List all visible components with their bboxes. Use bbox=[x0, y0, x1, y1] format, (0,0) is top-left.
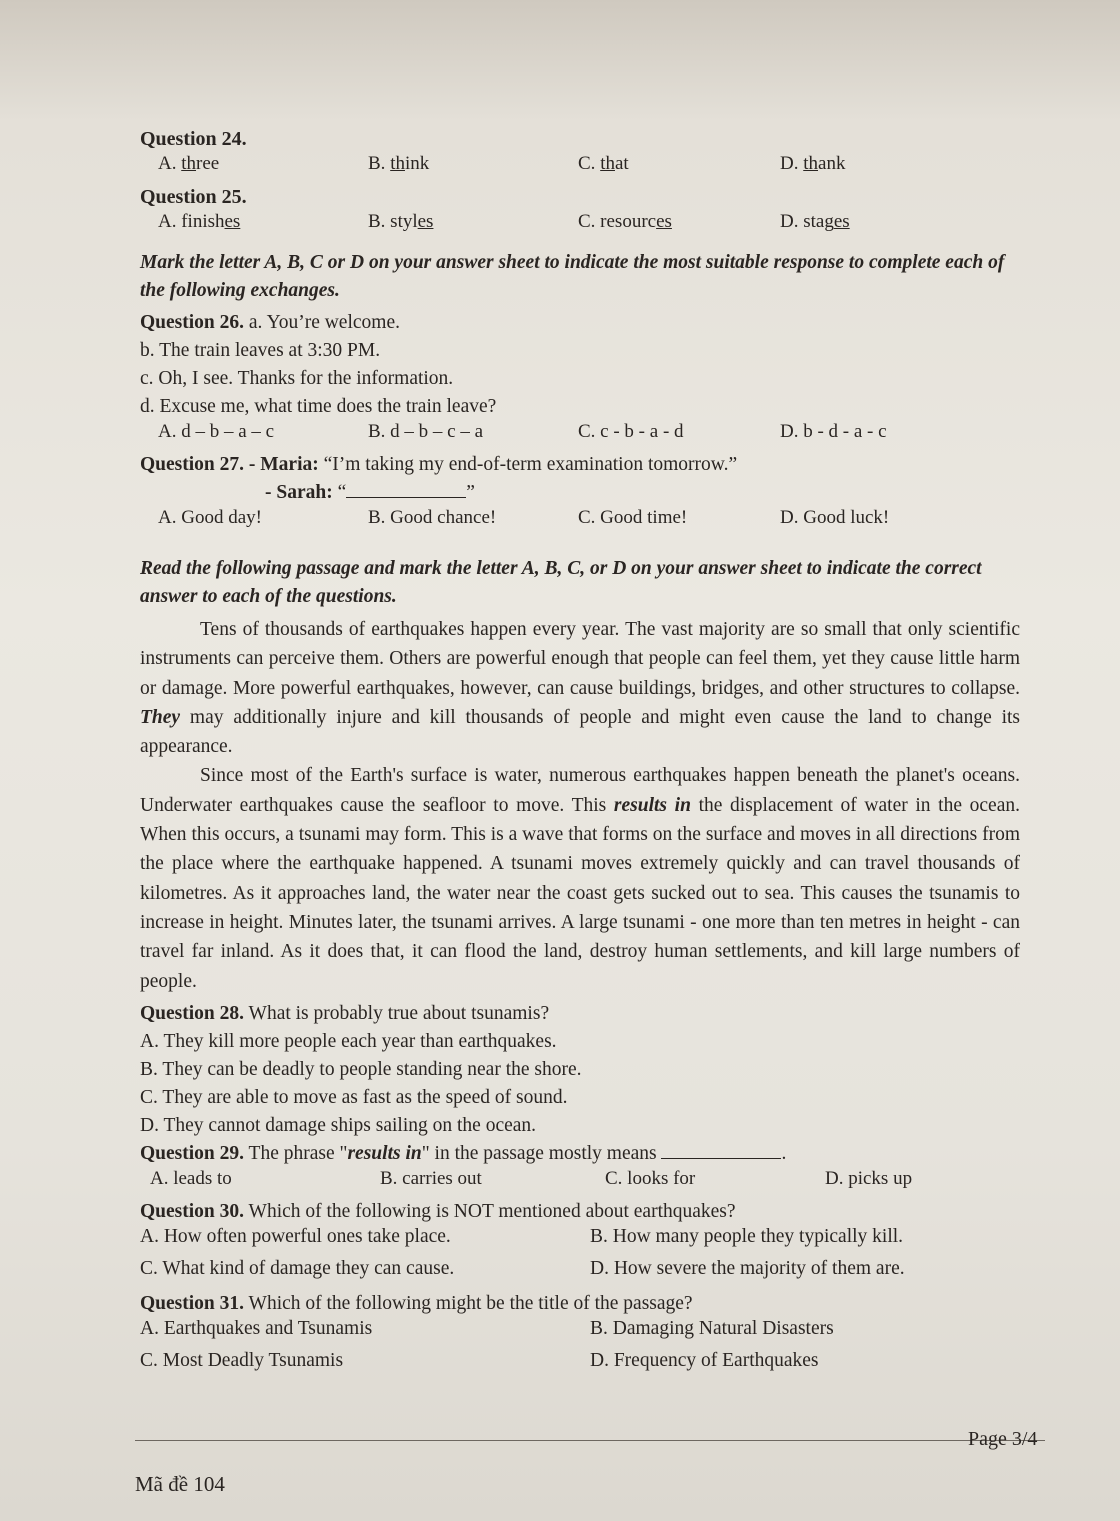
q31-option-d: D. Frequency of Earthquakes bbox=[590, 1349, 819, 1371]
q24-title: Question 24. bbox=[140, 128, 247, 150]
q28-option-c: C. They are able to move as fast as the speed of sound. bbox=[140, 1086, 568, 1108]
q27-maria-line: Question 27. - Maria: “I’m taking my end-of-term examination tomorrow.” bbox=[140, 454, 738, 475]
q31-question: Question 31. Which of the following might be the title of the passage? bbox=[140, 1292, 693, 1314]
q25-option-c: C. resources bbox=[578, 211, 672, 232]
q28-question: Question 28. What is probably true about tsunamis? bbox=[140, 1002, 550, 1024]
q25-option-a: A. finishes bbox=[158, 211, 241, 232]
q24-option-b: B. think bbox=[368, 153, 430, 174]
q29-option-b: B. carries out bbox=[380, 1167, 482, 1189]
q26-line-b: b. The train leaves at 3:30 PM. bbox=[140, 340, 381, 361]
q30-option-c: C. What kind of damage they can cause. bbox=[140, 1257, 455, 1279]
q28-option-d: D. They cannot damage ships sailing on the ocean. bbox=[140, 1114, 537, 1136]
q29-option-d: D. picks up bbox=[825, 1167, 913, 1189]
q31-option-b: B. Damaging Natural Disasters bbox=[590, 1317, 834, 1339]
q29-option-c: C. looks for bbox=[605, 1167, 696, 1189]
q26-option-d: D. b - d - a - c bbox=[780, 421, 887, 442]
passage-paragraph-1: Tens of thousands of earthquakes happen every year. The vast majority are so small that only scientific instruments can perceive them. Others are powerful enough that people can feel them, yet they cause little harm or damage. More powerful earthquakes, however, can cause buildings, bridges, and other structures to collapse. They may additionally injure and kill thousands of people and might even cause the land to change its appearance. bbox=[140, 619, 1020, 758]
q24-options bbox=[140, 153, 1020, 183]
q25-options bbox=[140, 211, 1020, 241]
reading-passage bbox=[140, 615, 1020, 996]
instruction-reading: Read the following passage and mark the letter A, B, C, or D on your answer sheet to indicate the correct answer to each of the questions. bbox=[140, 558, 982, 607]
q27-option-d: D. Good luck! bbox=[780, 507, 890, 528]
q26-option-b: B. d – b – c – a bbox=[368, 421, 484, 442]
q31-option-c: C. Most Deadly Tsunamis bbox=[140, 1349, 344, 1371]
instruction-exchanges: Mark the letter A, B, C or D on your answer sheet to indicate the most suitable response to complete each of the following exchanges. bbox=[140, 252, 1005, 301]
q31-option-a: A. Earthquakes and Tsunamis bbox=[140, 1317, 373, 1339]
q27-sarah-line: - Sarah: “ ” bbox=[140, 479, 1020, 507]
q30-option-a: A. How often powerful ones take place. bbox=[140, 1225, 451, 1247]
q29-options bbox=[140, 1168, 1020, 1198]
q27-blank bbox=[346, 479, 466, 498]
q26-line-d: d. Excuse me, what time does the train leave? bbox=[140, 396, 497, 417]
q24-option-a: A. three bbox=[158, 153, 220, 174]
q28-option-b: B. They can be deadly to people standing near the shore. bbox=[140, 1058, 582, 1080]
page-number: Page 3/4 bbox=[968, 1428, 1038, 1450]
q30-option-d: D. How severe the majority of them are. bbox=[590, 1257, 905, 1279]
exam-content bbox=[140, 125, 1020, 1382]
q24-option-c: C. that bbox=[578, 153, 629, 174]
passage-paragraph-2: Since most of the Earth's surface is water, numerous earthquakes happen beneath the planet's oceans. Underwater earthquakes cause the seafloor to move. This results in the displacement of water in the ocean. When this occurs, a tsunami may form. This is a wave that forms on the surface and moves in all directions from the place where the earthquake happened. A tsunami moves extremely quickly and can travel thousands of kilometres. As it approaches land, the water near the coast gets sucked out to sea. This causes the tsunamis to increase in height. Minutes later, the tsunami arrives. A large tsunami - one more than ten metres in height - can travel far inland. As it does that, it can flood the land, destroy human settlements, and kill large numbers of people. bbox=[140, 765, 1020, 992]
q26-options bbox=[140, 421, 1020, 451]
q27-option-c: C. Good time! bbox=[578, 507, 688, 528]
q29-blank bbox=[661, 1140, 781, 1159]
q26-option-a: A. d – b – a – c bbox=[158, 421, 275, 442]
q25-option-d: D. stages bbox=[780, 211, 850, 232]
q28-option-a: A. They kill more people each year than earthquakes. bbox=[140, 1030, 557, 1052]
q27-options bbox=[140, 507, 1020, 537]
q30-options-row1 bbox=[140, 1226, 1020, 1258]
q27-option-b: B. Good chance! bbox=[368, 507, 497, 528]
q30-question: Question 30. Which of the following is NOT mentioned about earthquakes? bbox=[140, 1200, 736, 1222]
q30-options-row2 bbox=[140, 1258, 1020, 1290]
q27-option-a: A. Good day! bbox=[158, 507, 262, 528]
q31-options-row1 bbox=[140, 1318, 1020, 1350]
q29-question: Question 29. The phrase "results in" in the passage mostly means . bbox=[140, 1140, 1020, 1168]
q26-line-c: c. Oh, I see. Thanks for the information. bbox=[140, 368, 454, 389]
q26-option-c: C. c - b - a - d bbox=[578, 421, 684, 442]
q29-option-a: A. leads to bbox=[150, 1167, 232, 1189]
q25-option-b: B. styles bbox=[368, 211, 434, 232]
exam-code: Mã đề 104 bbox=[135, 1472, 225, 1496]
q31-options-row2 bbox=[140, 1350, 1020, 1382]
q25-title: Question 25. bbox=[140, 186, 247, 208]
footer-divider bbox=[135, 1440, 1045, 1441]
q24-option-d: D. thank bbox=[780, 153, 846, 174]
q26-line-a: Question 26. a. You’re welcome. bbox=[140, 312, 400, 333]
q30-option-b: B. How many people they typically kill. bbox=[590, 1225, 904, 1247]
